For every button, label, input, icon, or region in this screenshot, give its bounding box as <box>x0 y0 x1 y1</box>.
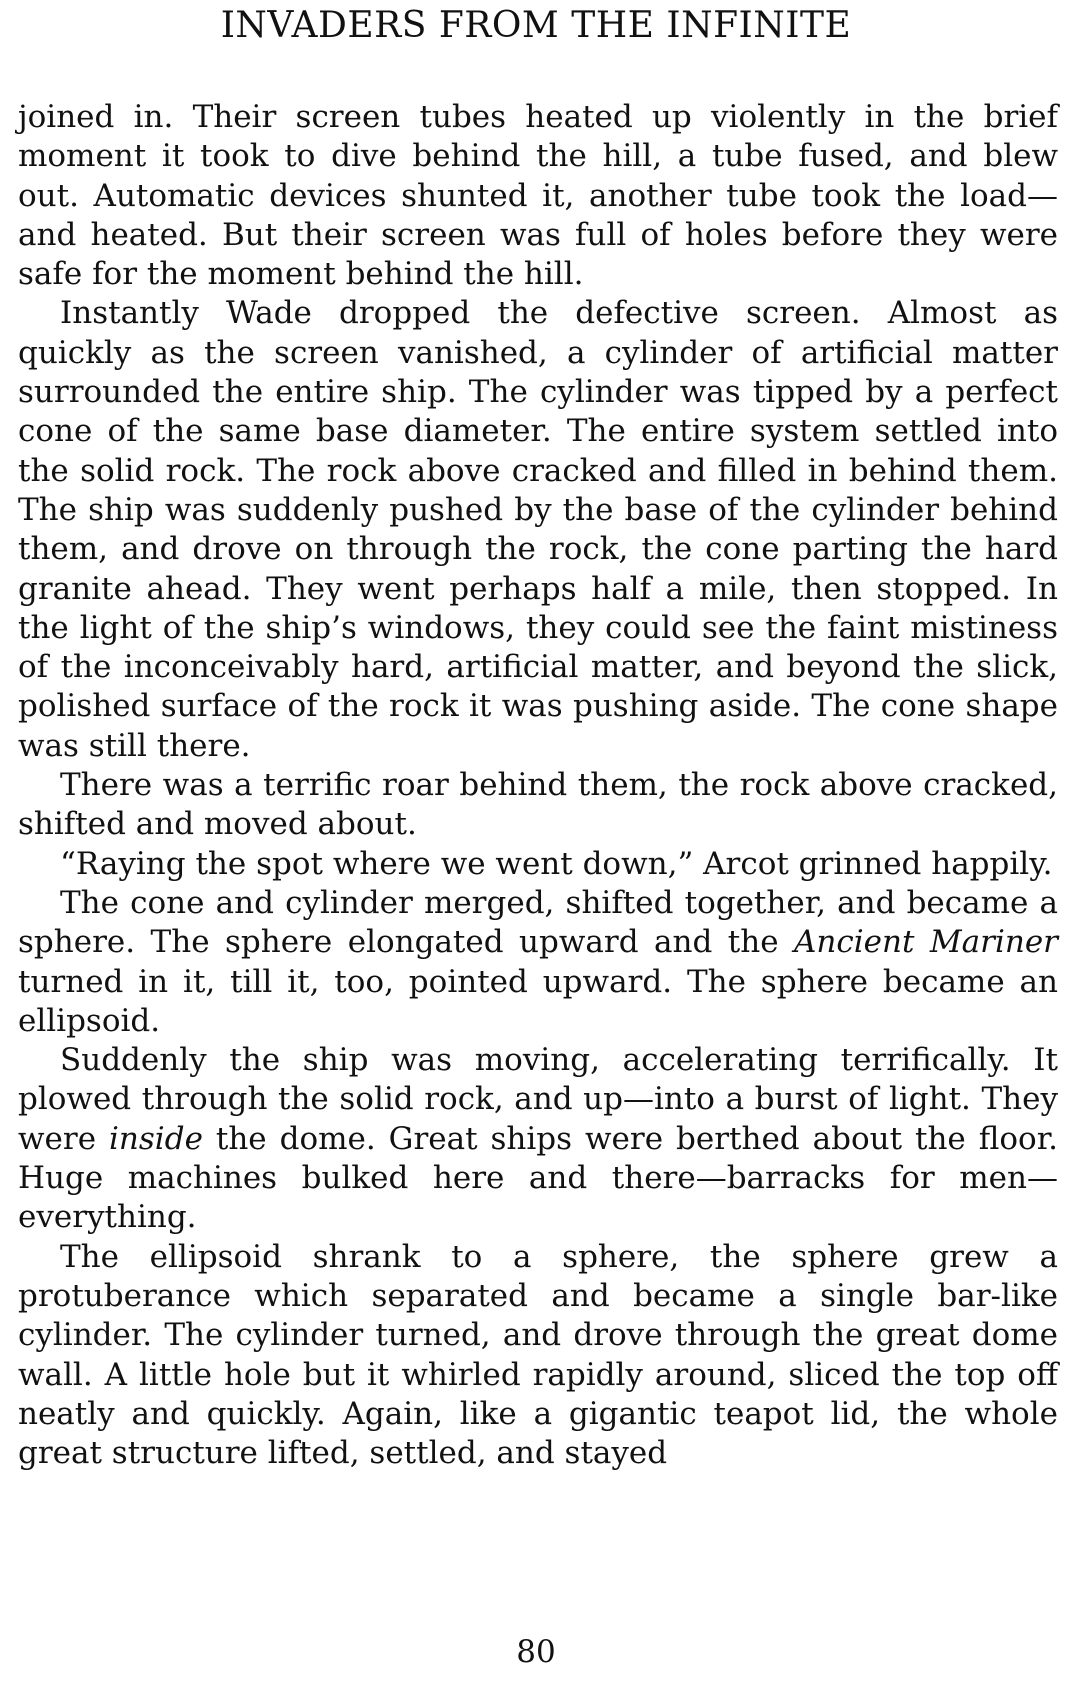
paragraph-5-text-before: The cone and cylinder merged, shifted together, and became a sphere. The sphere elongated upward and the <box>18 884 1058 961</box>
paragraph-7: The ellipsoid shrank to a sphere, the sphere grew a protuberance which separated and became a single bar-like cylinder. The cylinder turned, and drove through the great dome wall. A little hole but it whirled rapidly around, sliced the top off neatly and quickly. Again, like a gigantic teapot lid, the whole great structure lifted, settled, and stayed <box>18 1238 1058 1472</box>
paragraph-1: joined in. Their screen tubes heated up violently in the brief moment it took to dive behind the hill, a tube fused, and blew out. Automatic devices shunted it, another tube took the load—and heated. But their screen was full of holes before they were safe for the moment behind the hill. <box>18 99 1058 293</box>
paragraph-2: Instantly Wade dropped the defective screen. Almost as quickly as the screen vanished, a cylinder of artificial matter surrounded the entire ship. The cylinder was tipped by a perfect cone of the same base diameter. The entire system settled into the solid rock. The rock above cracked and filled in behind them. The ship was suddenly pushed by the base of the cylinder behind them, and drove on through the rock, the cone parting the hard granite ahead. They went perhaps half a mile, then stopped. In the light of the ship’s windows, they could see the faint mistiness of the inconceivably hard, artificial matter, and beyond the slick, polished surface of the rock it was pushing aside. The cone shape was still there. <box>18 295 1058 764</box>
paragraph-6 <box>18 1041 1058 1237</box>
paragraph-6-text-after: the dome. Great ships were berthed about the floor. Huge machines bulked here and there—barracks for men—everything. <box>18 1120 1058 1236</box>
page-number: 80 <box>516 1634 556 1670</box>
running-head-title: INVADERS FROM THE INFINITE <box>220 5 852 46</box>
body-text <box>18 98 1058 1473</box>
paragraph-5-text-after: turned in it, till it, too, pointed upward. The sphere became an ellipsoid. <box>18 963 1058 1039</box>
paragraph-5 <box>18 884 1058 1041</box>
paragraph-3: There was a terrific roar behind them, the rock above cracked, shifted and moved about. <box>18 767 1058 843</box>
ship-name-italic: Ancient Mariner <box>794 924 1058 961</box>
paragraph-4: “Raying the spot where we went down,” Arcot grinned happily. <box>60 845 1053 882</box>
emphasis-italic: inside <box>109 1120 203 1157</box>
paragraph-6-text-before: Suddenly the ship was moving, accelerating terrifically. It plowed through the solid rock, and up—into a burst of light. They were <box>18 1042 1058 1157</box>
